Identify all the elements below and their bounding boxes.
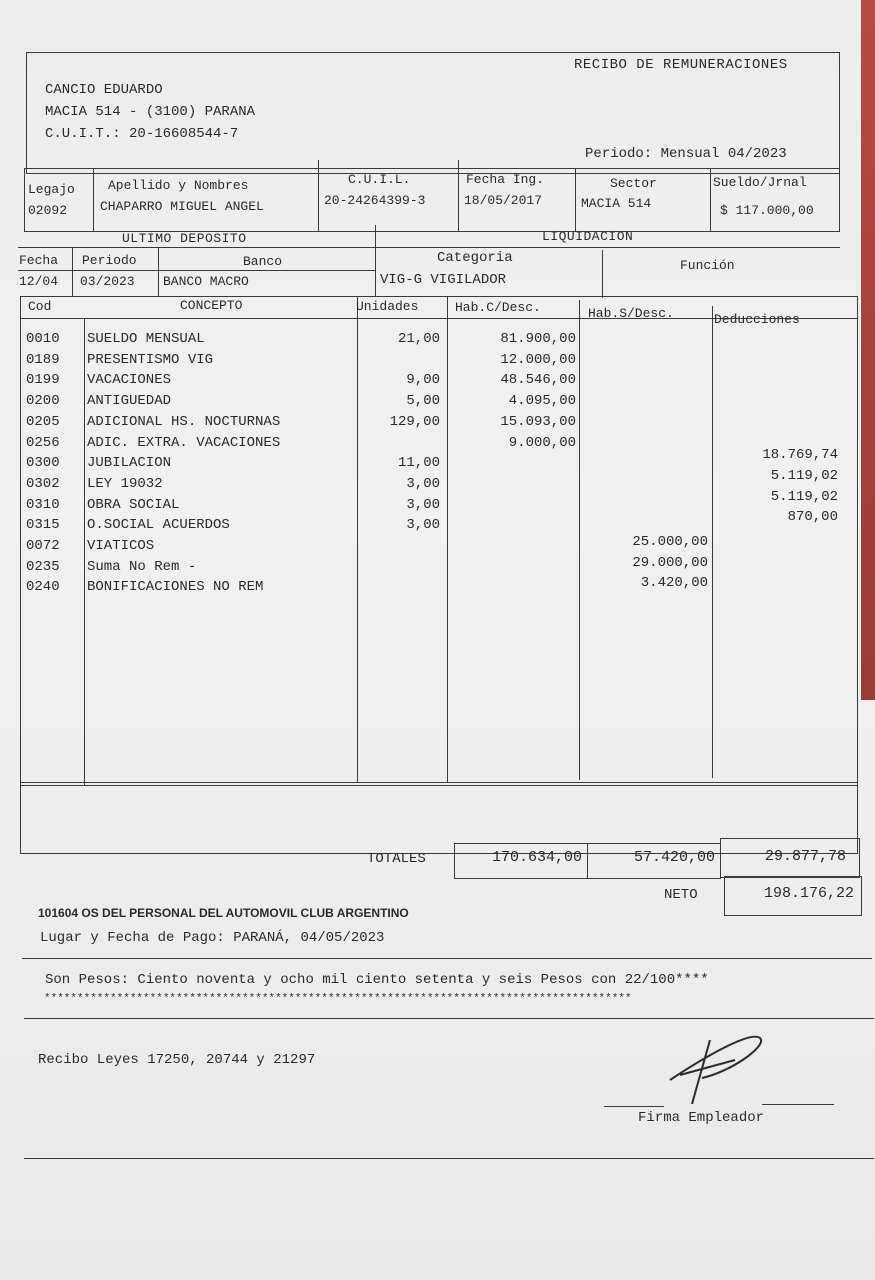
fecha-ing-label: Fecha Ing. [466,172,545,187]
item-deducciones: 870,00 [787,509,838,526]
item-deducciones: 18.769,74 [762,447,838,464]
dep-banco-label: Banco [243,254,283,269]
item-concepto: ANTIGUEDAD [87,393,172,410]
obra-social: 101604 OS DEL PERSONAL DEL AUTOMOVIL CLUB ARGENTINO [38,906,409,920]
categoria-value: VIG-G VIGILADOR [380,272,507,288]
item-hab-c: 4.095,00 [508,393,576,410]
item-hab-s: 3.420,00 [640,575,708,592]
total-deducciones: 29.877,78 [764,848,846,865]
item-hab-s: 25.000,00 [632,534,708,550]
ultimo-deposito-title: ULTIMO DEPOSITO [122,231,247,246]
cuil-value: 20-24264399-3 [324,193,426,208]
background-edge [861,0,875,700]
item-concepto: OBRA SOCIAL [87,496,180,513]
dep-periodo-label: Periodo [82,253,137,268]
item-hab-c: 81.900,00 [500,331,576,347]
item-concepto: VACACIONES [87,372,172,389]
item-concepto: Suma No Rem - [87,558,197,575]
categoria-label: Categoria [437,250,513,266]
item-cod: 0310 [26,496,60,513]
item-deducciones: 5.119,02 [770,467,838,484]
item-hab-c: 9.000,00 [508,434,576,451]
col-hab-s: Hab.S/Desc. [588,306,674,321]
item-concepto: PRESENTISMO VIG [87,351,214,368]
item-cod: 0256 [26,434,60,451]
signature-scribble [640,1020,780,1110]
item-concepto: JUBILACION [87,455,172,472]
total-hab-s: 57.420,00 [633,849,715,866]
neto-value: 198.176,22 [763,885,854,902]
employer-address: MACIA 514 - (3100) PARANA [45,104,256,120]
nombre-label: Apellido y Nombres [108,178,249,193]
neto-label: NETO [664,887,698,903]
item-hab-c: 12.000,00 [500,351,576,368]
funcion-label: Función [680,258,735,273]
item-unidades: 129,00 [389,413,440,430]
item-hab-c: 15.093,00 [500,413,576,430]
item-cod: 0315 [26,517,60,534]
item-concepto: ADIC. EXTRA. VACACIONES [87,434,281,451]
item-cod: 0302 [26,475,60,492]
dep-banco: BANCO MACRO [163,274,249,289]
fecha-ing-value: 18/05/2017 [464,193,543,208]
item-unidades: 11,00 [397,455,440,472]
sueldo-value: $ 117.000,00 [720,203,814,218]
sector-label: Sector [610,176,657,191]
periodo: Periodo: Mensual 04/2023 [585,146,787,162]
item-unidades: 3,00 [406,475,440,492]
lugar-fecha-pago: Lugar y Fecha de Pago: PARANÁ, 04/05/2023 [40,930,385,946]
employer-name: CANCIO EDUARDO [45,82,163,98]
col-unidades: Unidades [356,299,419,314]
doc-title: RECIBO DE REMUNERACIONES [574,57,788,73]
item-unidades: 9,00 [406,372,440,389]
totales-label: TOTALES [367,851,426,867]
dep-fecha: 12/04 [19,274,59,289]
sector-value: MACIA 514 [581,196,652,211]
item-unidades: 21,00 [397,331,440,347]
legajo-value: 02092 [28,203,68,218]
nombre-value: CHAPARRO MIGUEL ANGEL [100,199,264,214]
item-unidades: 3,00 [406,517,440,534]
liquidacion-title: LIQUIDACION [542,229,634,244]
item-cod: 0240 [26,579,60,596]
item-concepto: ADICIONAL HS. NOCTURNAS [87,413,281,430]
item-unidades: 3,00 [406,496,440,513]
item-cod: 0189 [26,351,60,368]
dep-periodo: 03/2023 [80,274,135,289]
son-pesos: Son Pesos: Ciento noventa y ocho mil ciento setenta y seis Pesos con 22/100**** [45,972,709,988]
item-deducciones: 5.119,02 [770,488,838,505]
item-cod: 0072 [26,538,60,554]
item-cod: 0199 [26,372,60,389]
total-hab-c: 170.634,00 [491,849,582,866]
item-hab-s: 29.000,00 [632,554,708,571]
col-deducciones: Deducciones [714,312,800,327]
firma-empleador: Firma Empleador [638,1110,765,1126]
item-cod: 0235 [26,558,60,575]
col-cod: Cod [28,299,52,314]
recibo-leyes: Recibo Leyes 17250, 20744 y 21297 [38,1052,316,1068]
col-concepto: CONCEPTO [180,298,243,313]
item-concepto: VIATICOS [87,538,155,554]
item-cod: 0205 [26,413,60,430]
dep-fecha-label: Fecha [19,253,59,268]
col-hab-c: Hab.C/Desc. [455,300,541,315]
item-concepto: SUELDO MENSUAL [87,331,205,347]
item-cod: 0200 [26,393,60,410]
cuil-label: C.U.I.L. [348,172,411,187]
item-concepto: LEY 19032 [87,475,163,492]
item-concepto: O.SOCIAL ACUERDOS [87,517,230,534]
item-hab-c: 48.546,00 [500,372,576,389]
legajo-label: Legajo [28,182,75,197]
employer-cuit: C.U.I.T.: 20-16608544-7 [45,126,239,142]
item-concepto: BONIFICACIONES NO REM [87,579,264,596]
item-cod: 0010 [26,331,60,347]
item-cod: 0300 [26,455,60,472]
sueldo-label: Sueldo/Jrnal [713,175,807,190]
stars-line: ***************************************************************************************** [44,993,632,1005]
item-unidades: 5,00 [406,393,440,410]
